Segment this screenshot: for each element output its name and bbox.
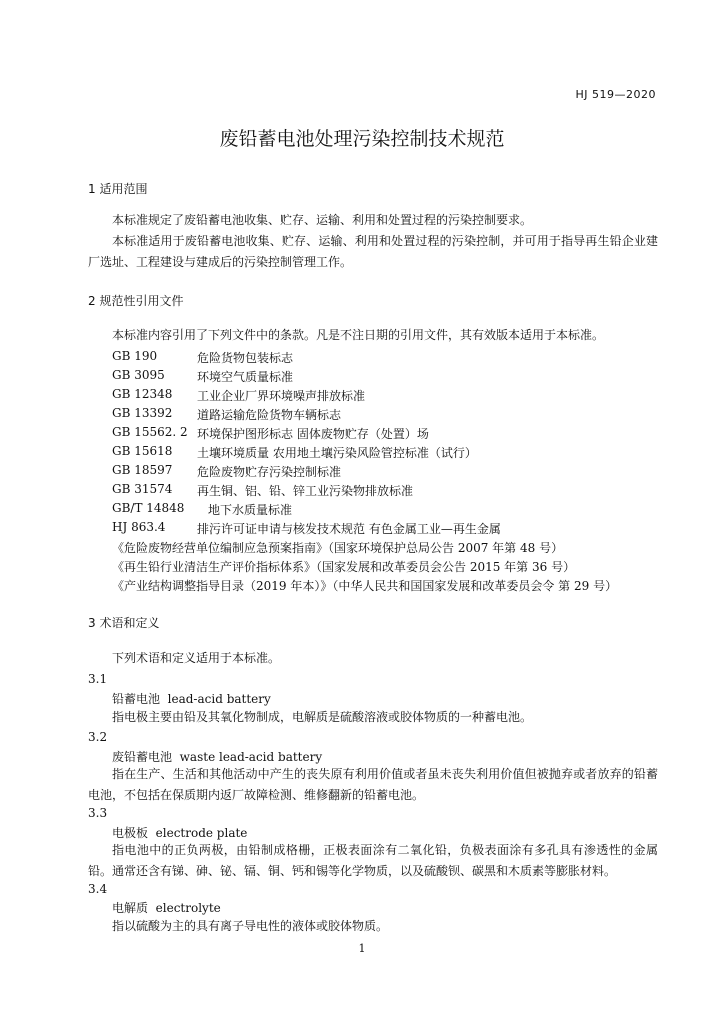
ref-title: 再生铜、铝、铅、锌工业污染物排放标准: [197, 484, 414, 498]
ref-code: GB 15562. 2: [112, 425, 188, 439]
term-english: waste lead-acid battery: [179, 750, 323, 764]
term-number: 3.1: [88, 672, 108, 686]
ref-code: HJ 863.4: [112, 520, 166, 534]
ref-code: GB 31574: [112, 482, 173, 496]
referenced-document: 《危险废物经营单位编制应急预案指南》（国家环境保护总局公告 2007 年第 48 号）: [112, 541, 564, 555]
ref-title: 环境空气质量标准: [197, 370, 294, 384]
term-definition: 指以硫酸为主的具有离子导电性的液体或胶体物质。: [112, 919, 389, 933]
ref-title: 危险货物包装标志: [197, 351, 294, 365]
referenced-document: 《产业结构调整指导目录（2019 年本）》（中华人民共和国国家发展和改革委员会令 第 29 号）: [112, 579, 618, 593]
section-1-paragraph-2: 本标准适用于废铅蓄电池收集、贮存、运输、利用和处置过程的污染控制，并可用于指导再生铅企业建厂选址、工程建设与建成后的污染控制管理工作。: [88, 234, 658, 269]
ref-title: 土壤环境质量 农用地土壤污染风险管控标准（试行）: [197, 446, 477, 460]
term-definition: 指在生产、生活和其他活动中产生的丧失原有利用价值或者虽未丧失利用价值但被抛弃或者放弃的铅蓄电池，不包括在保质期内返厂故障检测、维修翻新的铅蓄电池。: [88, 767, 658, 802]
term-heading: [112, 748, 322, 765]
ref-code: GB 18597: [112, 463, 173, 477]
term-heading: [112, 690, 271, 707]
section-3-intro: 下列术语和定义适用于本标准。: [112, 651, 281, 665]
term-english: electrolyte: [155, 901, 221, 915]
page-title: 废铅蓄电池处理污染控制技术规范: [219, 128, 505, 150]
ref-code: GB 3095: [112, 368, 165, 382]
section-1-paragraph-1: 本标准规定了废铅蓄电池收集、贮存、运输、利用和处置过程的污染控制要求。: [112, 213, 533, 227]
term-english: lead-acid battery: [167, 692, 271, 706]
ref-code: GB 13392: [112, 406, 173, 420]
term-chinese: 铅蓄电池: [112, 692, 161, 706]
ref-title: 危险废物贮存污染控制标准: [197, 465, 342, 479]
term-heading: [112, 899, 221, 916]
ref-title: 道路运输危险货物车辆标志: [197, 408, 342, 422]
section-2-intro: 本标准内容引用了下列文件中的条款。凡是不注日期的引用文件，其有效版本适用于本标准。: [112, 328, 605, 342]
ref-code: GB/T 14848: [112, 501, 185, 515]
term-definition: 指电极主要由铅及其氧化物制成，电解质是硫酸溶液或胶体物质的一种蓄电池。: [112, 710, 533, 724]
page-number: 1: [358, 942, 366, 955]
section-1-heading: 1 适用范围: [88, 182, 148, 196]
term-heading: [112, 824, 247, 841]
term-chinese: 电极板: [112, 826, 149, 840]
term-definition: 指电池中的正负两极，由铅制成格栅，正极表面涂有二氧化铅，负极表面涂有多孔具有渗透性的金属铅。通常还含有锑、砷、铋、镉、铜、钙和锡等化学物质，以及硫酸钡、碳黑和木质素等膨胀材料。: [88, 843, 658, 878]
ref-title: 工业企业厂界环境噪声排放标准: [197, 389, 366, 403]
ref-code: GB 15618: [112, 444, 173, 458]
ref-code: GB 12348: [112, 387, 173, 401]
section-3-heading: 3 术语和定义: [88, 616, 160, 630]
referenced-document: 《再生铅行业清洁生产评价指标体系》（国家发展和改革委员会公告 2015 年第 36 号）: [112, 560, 576, 574]
term-english: electrode plate: [155, 826, 248, 840]
ref-title: 地下水质量标准: [208, 503, 293, 517]
term-chinese: 电解质: [112, 901, 149, 915]
term-chinese: 废铅蓄电池: [112, 750, 173, 764]
ref-title: 排污许可证申请与核发技术规范 有色金属工业—再生金属: [197, 522, 501, 536]
ref-code: GB 190: [112, 349, 158, 363]
term-number: 3.3: [88, 806, 108, 820]
ref-title: 环境保护图形标志 固体废物贮存（处置）场: [197, 427, 429, 441]
standard-code: HJ 519—2020: [575, 88, 656, 101]
term-number: 3.4: [88, 882, 108, 896]
term-number: 3.2: [88, 730, 108, 744]
section-2-heading: 2 规范性引用文件: [88, 294, 184, 308]
